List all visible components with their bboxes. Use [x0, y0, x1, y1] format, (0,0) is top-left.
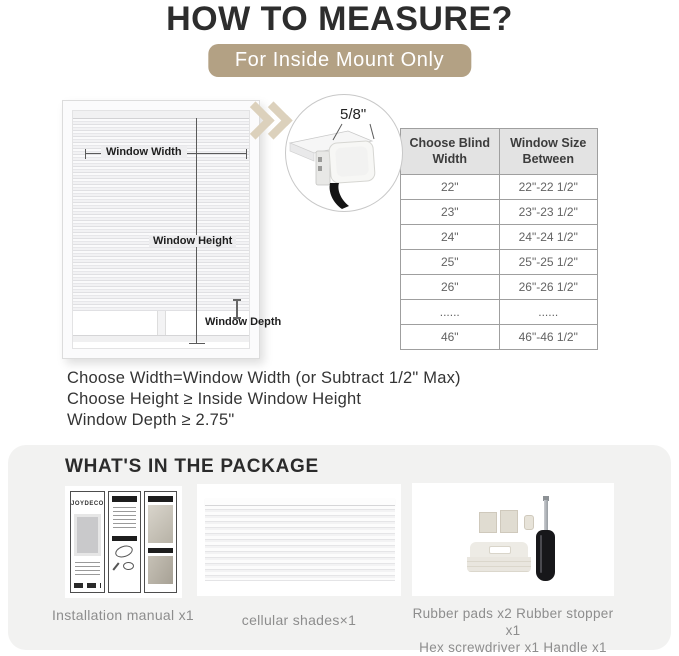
manual-step-photo — [148, 556, 173, 584]
inside-mount-badge: For Inside Mount Only — [208, 44, 471, 77]
cell-blind-width: 26" — [401, 274, 500, 299]
manual-text-lines — [113, 507, 136, 531]
manual-logo-bar — [74, 583, 101, 588]
manual-section-bar — [148, 496, 173, 502]
manual-panel — [70, 491, 105, 593]
rubber-pad-icon — [500, 510, 518, 533]
manual-panel — [144, 491, 177, 593]
rubber-pad-icon — [479, 512, 497, 533]
handle-top — [470, 542, 528, 557]
hardware-caption-line2: Hex screwdriver x1 Handle x1 — [419, 640, 607, 655]
window-height-label: Window Height — [149, 235, 236, 247]
cell-window-size: 25"-25 1/2" — [499, 249, 598, 274]
rubber-stopper-icon — [524, 515, 534, 530]
size-row — [401, 324, 598, 349]
instruction-line-width: Choose Width=Window Width (or Subtract 1/2" Max) — [67, 369, 461, 387]
cell-blind-width: 23" — [401, 199, 500, 224]
manual-section-bar — [112, 536, 137, 541]
size-row — [401, 174, 598, 199]
shades-caption: cellular shades×1 — [241, 612, 357, 628]
hardware-caption — [404, 605, 622, 656]
package-item-shades — [197, 484, 401, 596]
col-header-window-size: Window Size Between — [499, 129, 598, 175]
shade-pleats — [205, 506, 395, 581]
hardware-caption-line1: Rubber pads x2 Rubber stopper x1 — [412, 606, 614, 638]
size-row — [401, 274, 598, 299]
window-diagram — [62, 100, 282, 359]
size-row — [401, 199, 598, 224]
measure-instructions — [67, 368, 461, 431]
dimension-tick — [189, 343, 205, 344]
size-row — [401, 224, 598, 249]
cell-window-size: 22"-22 1/2" — [499, 174, 598, 199]
manual-graphic — [65, 486, 182, 598]
cell-blind-width: 22" — [401, 174, 500, 199]
package-title: WHAT'S IN THE PACKAGE — [65, 456, 319, 477]
window-sill — [73, 335, 249, 342]
size-row — [401, 249, 598, 274]
page-title: HOW TO MEASURE? — [166, 0, 513, 38]
manual-step-photo — [148, 505, 173, 543]
headrail-depth-label: 5/8" — [340, 106, 367, 123]
window-depth-label: Window Depth — [205, 316, 282, 328]
instruction-line-height: Choose Height ≥ Inside Window Height — [67, 390, 362, 408]
screwdriver-sketch-icon — [112, 562, 119, 570]
cell-window-size: 23"-23 1/2" — [499, 199, 598, 224]
shade-headrail — [205, 498, 395, 506]
cellular-shade-product-graphic — [205, 498, 395, 580]
instruction-line-depth: Window Depth ≥ 2.75" — [67, 411, 235, 429]
dimension-tick — [85, 149, 86, 159]
manual-panel — [108, 491, 141, 593]
height-dimension-line — [196, 118, 197, 344]
brand-label: JOYDECO — [71, 501, 104, 507]
size-table — [400, 128, 598, 350]
handle-slot — [489, 546, 511, 554]
dimension-tick — [246, 149, 247, 159]
cell-blind-width: ...... — [401, 299, 500, 324]
handle-icon — [470, 542, 528, 572]
size-row — [401, 299, 598, 324]
cell-window-size: 46"-46 1/2" — [499, 324, 598, 349]
manual-caption: Installation manual x1 — [51, 607, 194, 623]
cell-blind-width: 46" — [401, 324, 500, 349]
cell-window-size: 24"-24 1/2" — [499, 224, 598, 249]
headrail-zoom-circle — [285, 94, 403, 212]
package-item-manual — [65, 486, 182, 598]
manual-text-lines — [75, 562, 100, 576]
part-sketch-icon — [123, 562, 134, 570]
window-width-label: Window Width — [101, 146, 187, 158]
cell-blind-width: 25" — [401, 249, 500, 274]
manual-diagram-oval — [114, 543, 135, 559]
package-item-hardware — [412, 483, 614, 596]
cell-window-size: 26"-26 1/2" — [499, 274, 598, 299]
manual-section-bar — [112, 496, 137, 502]
handle-base — [467, 557, 531, 572]
cell-window-size: ...... — [499, 299, 598, 324]
screwdriver-shaft — [544, 500, 548, 531]
headrail-strip — [73, 111, 249, 119]
manual-section-bar — [148, 548, 173, 553]
size-table-header-row — [401, 129, 598, 175]
hex-screwdriver-icon — [536, 530, 555, 581]
manual-cover-image — [74, 514, 101, 556]
cell-blind-width: 24" — [401, 224, 500, 249]
manual-diagram-tools — [109, 562, 140, 571]
col-header-blind-width: Choose Blind Width — [401, 129, 500, 175]
screwdriver-highlight — [540, 535, 542, 573]
headrail-graphic — [286, 95, 402, 211]
